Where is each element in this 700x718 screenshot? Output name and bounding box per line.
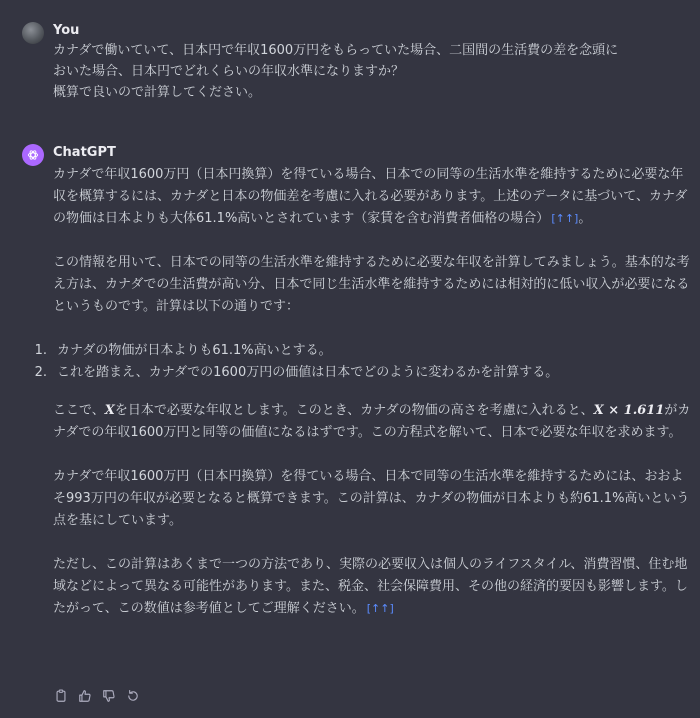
regenerate-icon [126, 689, 140, 703]
user-message-text [53, 40, 693, 103]
numbered-list [34, 340, 693, 384]
paragraph: カナダで年収1600万円（日本円換算）を得ている場合、日本での同等の生活水準を維持するために必要な年収を概算するには、カナダと日本の物価差を考慮に入れる必要があります。上述のデータに基づいて、カナダの物価は日本よりも大体61.1%高いとされています（家賃を含む消費者価格の場合） [↑↑]。 [53, 167, 688, 226]
math-variable: X [104, 403, 115, 418]
user-avatar [22, 22, 44, 44]
list-item: 1. カナダの物価が日本よりも61.1%高いとする。 [34, 343, 332, 358]
assistant-sender-name: ChatGPT [53, 145, 116, 160]
user-line: おいた場合、日本円でどれくらいの年収水準になりますか？ [53, 64, 405, 79]
message-actions [53, 688, 140, 703]
paragraph: ただし、この計算はあくまで一つの方法であり、実際の必要収入は個人のライフスタイル、消費習慣、住む地域などによって異なる可能性があります。また、税金、社会保障費用、その他の経済的要因も影響します。したがって、この数値は参考値としてご理解ください。 [↑↑] [53, 557, 688, 616]
assistant-message-text [34, 164, 693, 642]
paragraph: ここで、Xを日本で必要な年収とします。このとき、カナダの物価の高さを考慮に入れると、X × 1.611がカナダでの年収1600万円と同等の価値になるはずです。この方程式を解いて、日本で必要な年収を求めます。 [53, 403, 691, 440]
thumbs-up-icon [78, 689, 92, 703]
paragraph: カナダで年収1600万円（日本円換算）を得ている場合、日本で同等の生活水準を維持するためには、おおよそ993万円の年収が必要となると概算できます。この計算は、カナダの物価が日本よりも約61.1%高いという点を基にしています。 [53, 469, 690, 528]
citation-link[interactable]: [↑↑] [551, 212, 579, 225]
thumbs-down-icon [102, 689, 116, 703]
user-sender-name: You [53, 23, 80, 38]
like-button[interactable] [77, 688, 92, 703]
math-expression: X × 1.611 [593, 403, 665, 418]
regenerate-button[interactable] [125, 688, 140, 703]
chatgpt-avatar [22, 144, 44, 166]
list-item: 2. これを踏まえ、カナダでの1600万円の価値は日本でどのように変わるかを計算する。 [34, 365, 559, 380]
user-line: 概算で良いので計算してください。 [53, 85, 262, 100]
citation-link[interactable]: [↑↑] [366, 602, 394, 615]
user-line: カナダで働いていて、日本円で年収1600万円をもらっていた場合、二国間の生活費の差を念頭に [53, 43, 619, 58]
clipboard-icon [54, 689, 68, 703]
paragraph: この情報を用いて、日本での同等の生活水準を維持するために必要な年収を計算してみましょう。基本的な考え方は、カナダでの生活費が高い分、日本で同じ生活水準を維持するためには相対的に低い収入が必要になるというものです。計算は以下の通りです： [53, 255, 690, 314]
openai-logo-icon [26, 148, 40, 162]
dislike-button[interactable] [101, 688, 116, 703]
copy-button[interactable] [53, 688, 68, 703]
